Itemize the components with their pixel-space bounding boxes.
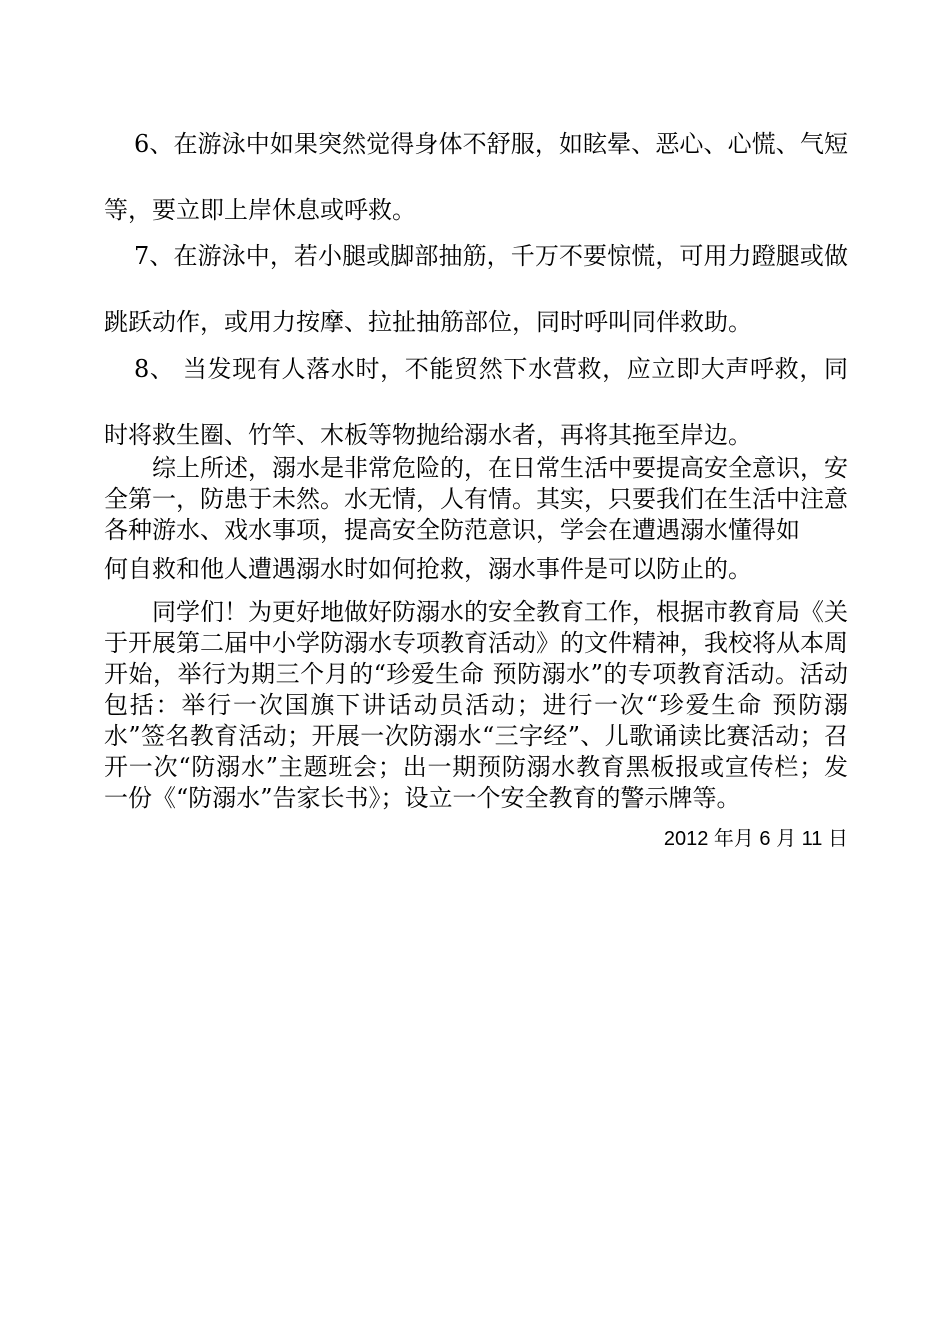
item-number: 7、 — [134, 242, 174, 270]
item-number: 8、 — [134, 355, 175, 383]
item-text: 当发现有人落水时，不能贸然下水营救，应立即大声呼救，同时将救生圈、竹竿、木板等物抛给溺水者，再将其拖至岸边。 — [104, 355, 848, 449]
item-text: 在游泳中如果突然觉得身体不舒服，如眩晕、恶心、心慌、气短等，要立即上岸休息或呼救。 — [104, 130, 848, 224]
safety-item-8 — [104, 336, 848, 468]
document-date: 2012 年月 6 月 11 日 — [663, 828, 848, 850]
item-number: 6、 — [134, 130, 174, 158]
summary-last-line: 何自救和他人遭遇溺水时如何抢救，溺水事件是可以防止的。 — [104, 555, 752, 583]
item-text: 在游泳中，若小腿或脚部抽筋，千万不要惊慌，可用力蹬腿或做跳跃动作，或用力按摩、拉扯抽筋部位，同时呼叫同伴救助。 — [104, 242, 848, 336]
summary-paragraph: 综上所述，溺水是非常危险的，在日常生活中要提高安全意识，安全第一，防患于未然。水无情，人有情。其实，只要我们在生活中注意各种游水、戏水事项，提高安全防范意识，学会在遭遇溺水懂得如 — [104, 454, 848, 544]
activity-notice-paragraph: 同学们！为更好地做好防溺水的安全教育工作，根据市教育局《关于开展第二届中小学防溺水专项教育活动》的文件精神，我校将从本周开始，举行为期三个月的“珍爱生命 预防溺水”的专项教育活动。活动包括：举行一次国旗下讲话动员活动；进行一次“珍爱生命 预防溺水”签名教育活动；开展一次防溺水“三字经”、儿歌诵读比赛活动；召开一次“防溺水”主题班会；出一期预防溺水教育黑板报或宣传栏；发一份《“防溺水”告家长书》；设立一个安全教育的警示牌等。 — [104, 598, 848, 812]
